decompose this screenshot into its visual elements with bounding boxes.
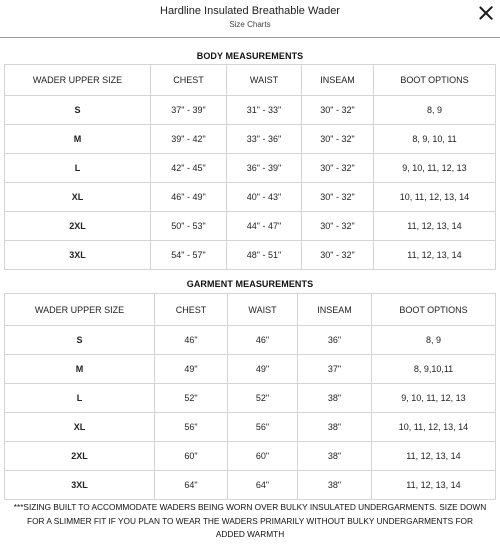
column-header: WADER UPPER SIZE: [5, 65, 151, 96]
boot-options-cell: 11, 12, 13, 14: [374, 241, 496, 270]
table-row: [5, 384, 496, 413]
size-cell: L: [5, 384, 155, 413]
waist-cell: 64": [228, 471, 298, 500]
size-cell: XL: [5, 183, 151, 212]
size-cell: S: [5, 96, 151, 125]
inseam-cell: 30" - 32": [302, 154, 374, 183]
modal-header: [0, 0, 500, 38]
inseam-cell: 30" - 32": [302, 241, 374, 270]
waist-cell: 36" - 39": [227, 154, 302, 183]
inseam-cell: 30" - 32": [302, 125, 374, 154]
table-row: [5, 96, 496, 125]
inseam-cell: 38": [298, 471, 372, 500]
waist-cell: 56": [228, 413, 298, 442]
table-row: [5, 125, 496, 154]
waist-cell: 31" - 33": [227, 96, 302, 125]
column-header: WADER UPPER SIZE: [5, 294, 155, 326]
chest-cell: 64": [155, 471, 228, 500]
table-row: [5, 212, 496, 241]
size-charts-subtitle: Size Charts: [229, 20, 271, 29]
table-row: [5, 183, 496, 212]
boot-options-cell: 8, 9: [372, 326, 496, 355]
waist-cell: 33" - 36": [227, 125, 302, 154]
chest-cell: 54" - 57": [151, 241, 227, 270]
chest-cell: 52": [155, 384, 228, 413]
inseam-cell: 38": [298, 442, 372, 471]
boot-options-cell: 10, 11, 12, 13, 14: [372, 413, 496, 442]
body-measurements-table: [4, 64, 496, 270]
size-cell: XL: [5, 413, 155, 442]
table-row: [5, 241, 496, 270]
boot-options-cell: 11, 12, 13, 14: [372, 471, 496, 500]
size-cell: S: [5, 326, 155, 355]
garment-measurements-table: [4, 293, 496, 500]
inseam-cell: 36": [298, 326, 372, 355]
table-row: [5, 413, 496, 442]
chest-cell: 37" - 39": [151, 96, 227, 125]
inseam-cell: 30" - 32": [302, 183, 374, 212]
column-header: CHEST: [155, 294, 228, 326]
table-row: [5, 326, 496, 355]
waist-cell: 60": [228, 442, 298, 471]
chest-cell: 50" - 53": [151, 212, 227, 241]
inseam-cell: 38": [298, 384, 372, 413]
inseam-cell: 30" - 32": [302, 96, 374, 125]
chest-cell: 46": [155, 326, 228, 355]
size-cell: 2XL: [5, 442, 155, 471]
body-measurements-heading: BODY MEASUREMENTS: [196, 51, 304, 61]
waist-cell: 40" - 43": [227, 183, 302, 212]
size-cell: 2XL: [5, 212, 151, 241]
chest-cell: 42" - 45": [151, 154, 227, 183]
boot-options-cell: 9, 10, 11, 12, 13: [374, 154, 496, 183]
chest-cell: 49": [155, 355, 228, 384]
size-cell: 3XL: [5, 471, 155, 500]
table-header-row: [5, 65, 496, 96]
sizing-footnote: ***SIZING BUILT TO ACCOMMODATE WADERS BEING WORN OVER BULKY INSULATED UNDERGARMENTS. SIZE DOWN FOR A SLIMMER FIT IF YOU PLAN TO WEAR THE WADERS PRIMARILY WITHOUT BULKY UNDERGARMENTS FOR ADDED WARMTH: [13, 502, 487, 539]
boot-options-cell: 10, 11, 12, 13, 14: [374, 183, 496, 212]
column-header: BOOT OPTIONS: [372, 294, 496, 326]
column-header: WAIST: [228, 294, 298, 326]
boot-options-cell: 11, 12, 13, 14: [372, 442, 496, 471]
waist-cell: 52": [228, 384, 298, 413]
inseam-cell: 37": [298, 355, 372, 384]
inseam-cell: 30" - 32": [302, 212, 374, 241]
boot-options-cell: 8, 9: [374, 96, 496, 125]
column-header: INSEAM: [298, 294, 372, 326]
column-header: BOOT OPTIONS: [374, 65, 496, 96]
table-row: [5, 442, 496, 471]
chest-cell: 56": [155, 413, 228, 442]
chest-cell: 60": [155, 442, 228, 471]
boot-options-cell: 8, 9, 10, 11: [374, 125, 496, 154]
boot-options-cell: 11, 12, 13, 14: [374, 212, 496, 241]
waist-cell: 46": [228, 326, 298, 355]
size-cell: 3XL: [5, 241, 151, 270]
garment-measurements-heading: GARMENT MEASUREMENTS: [186, 279, 314, 289]
column-header: CHEST: [151, 65, 227, 96]
close-icon[interactable]: [477, 4, 495, 22]
waist-cell: 49": [228, 355, 298, 384]
inseam-cell: 38": [298, 413, 372, 442]
size-cell: M: [5, 355, 155, 384]
chest-cell: 46" - 49": [151, 183, 227, 212]
table-row: [5, 355, 496, 384]
size-cell: L: [5, 154, 151, 183]
column-header: WAIST: [227, 65, 302, 96]
column-header: INSEAM: [302, 65, 374, 96]
chest-cell: 39" - 42": [151, 125, 227, 154]
table-header-row: [5, 294, 496, 326]
table-row: [5, 154, 496, 183]
boot-options-cell: 9, 10, 11, 12, 13: [372, 384, 496, 413]
waist-cell: 44" - 47": [227, 212, 302, 241]
table-row: [5, 471, 496, 500]
size-cell: M: [5, 125, 151, 154]
waist-cell: 48" - 51": [227, 241, 302, 270]
product-title: Hardline Insulated Breathable Wader: [160, 5, 340, 17]
boot-options-cell: 8, 9,10,11: [372, 355, 496, 384]
